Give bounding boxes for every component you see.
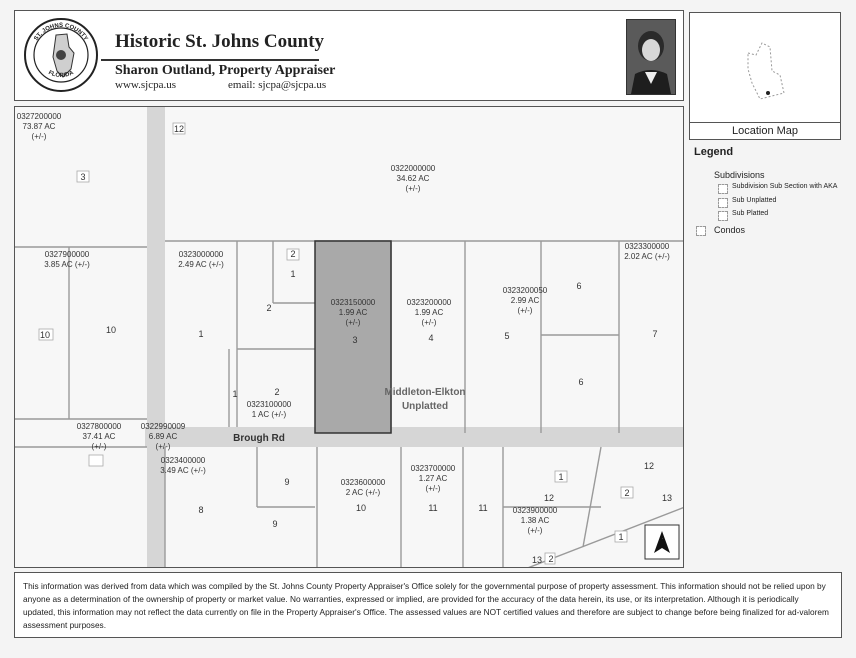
parcel-label: 1.27 AC bbox=[418, 474, 448, 483]
parcel-label: 2.02 AC (+/-) bbox=[624, 252, 670, 261]
parcel-label: (+/-) bbox=[345, 318, 361, 327]
parcel-label: 6.89 AC bbox=[148, 432, 178, 441]
disclaimer-text: This information was derived from data which was compiled by the St. Johns County Property Appraiser's Office solely for the governmental purpose of property assessment. This information should not be relied upon by anyone as a determination of the ownership of property or market value. No warranties, expressed or implied, are provided for the accuracy of the data herein, its use, or its interpretation. Although it is periodically updated, this information may not reflect the data currently on file in the Property Appraiser's Office. The assessed values are NOT certified values and therefore are subject to change before being finalized for ad-valorem assessment purposes. bbox=[23, 581, 829, 630]
header-title: Historic St. Johns County bbox=[115, 31, 325, 52]
lot-number: 13 bbox=[531, 555, 543, 565]
legend-item-condos: Condos bbox=[714, 225, 746, 235]
parcel-label: 2.99 AC bbox=[510, 296, 540, 305]
parcel-map-canvas[interactable] bbox=[15, 107, 684, 568]
parcel-label: 0323000000 bbox=[178, 250, 224, 259]
legend-swatch-platted bbox=[718, 211, 728, 221]
parcel-label: 0323600000 bbox=[340, 478, 386, 487]
parcel-label: 0323300000 bbox=[624, 242, 670, 251]
lot-number: 9 bbox=[284, 477, 290, 487]
appraiser-photo bbox=[626, 19, 676, 95]
parcel-label: (+/-) bbox=[91, 442, 107, 451]
lot-number: 5 bbox=[504, 331, 510, 341]
parcel-label: 0322990009 bbox=[140, 422, 186, 431]
lot-number: 2 bbox=[274, 387, 280, 397]
header-divider bbox=[101, 59, 319, 61]
parcel-label: 3.49 AC (+/-) bbox=[160, 466, 206, 475]
location-map-graphic bbox=[690, 13, 840, 113]
legend-swatch-unplatted bbox=[718, 198, 728, 208]
parcel-label: 0322000000 bbox=[390, 164, 436, 173]
lot-number: 1 bbox=[558, 472, 564, 482]
seal-bottom-text: FLORIDA bbox=[47, 70, 75, 80]
legend-item-unplatted: Sub Unplatted bbox=[732, 197, 777, 204]
legend-title: Legend bbox=[694, 146, 734, 158]
lot-number: 3 bbox=[352, 335, 358, 345]
subdivision-type: Unplatted bbox=[401, 401, 449, 412]
website-link[interactable]: www.sjcpa.us bbox=[115, 79, 176, 91]
lot-number: 12 bbox=[543, 493, 555, 503]
lot-number: 2 bbox=[266, 303, 272, 313]
subdivision-name: Middleton-Elkton bbox=[384, 387, 466, 398]
lot-number: 4 bbox=[428, 333, 434, 343]
lot-number: 2 bbox=[290, 249, 296, 259]
lot-number: 1 bbox=[290, 269, 296, 279]
parcel-label: 2 AC (+/-) bbox=[345, 488, 381, 497]
lot-number: 10 bbox=[39, 330, 51, 340]
parcel-map[interactable] bbox=[14, 106, 684, 568]
parcel-label: 34.62 AC bbox=[396, 174, 430, 183]
parcel-label: 1.99 AC bbox=[414, 308, 444, 317]
legend-panel bbox=[694, 146, 844, 566]
parcel-label: 0323150000 bbox=[330, 298, 376, 307]
parcel-label: 1.38 AC bbox=[520, 516, 550, 525]
parcel-label: 0323200050 bbox=[502, 286, 548, 295]
parcel-label: 37.41 AC bbox=[82, 432, 116, 441]
parcel-label: 1.99 AC bbox=[338, 308, 368, 317]
lot-number: 6 bbox=[578, 377, 584, 387]
lot-number: 7 bbox=[652, 329, 658, 339]
lot-number: 1 bbox=[198, 329, 204, 339]
parcel-label: (+/-) bbox=[155, 442, 171, 451]
lot-number: 2 bbox=[624, 488, 630, 498]
lot-number: 3 bbox=[80, 172, 86, 182]
parcel-label: (+/-) bbox=[517, 306, 533, 315]
parcel-label: 1 AC (+/-) bbox=[251, 410, 287, 419]
parcel-label: (+/-) bbox=[31, 132, 47, 141]
parcel-label: 0323200000 bbox=[406, 298, 452, 307]
lot-number: 12 bbox=[173, 124, 185, 134]
header-panel bbox=[14, 10, 684, 101]
north-arrow-icon bbox=[645, 525, 679, 559]
location-map-title: Location Map bbox=[690, 122, 840, 137]
parcel-label: 73.87 AC bbox=[22, 122, 56, 131]
parcel-label: 0323700000 bbox=[410, 464, 456, 473]
lot-number: 1 bbox=[618, 532, 624, 542]
location-map-panel bbox=[689, 12, 841, 140]
parcel-label: (+/-) bbox=[421, 318, 437, 327]
north-label: N bbox=[662, 539, 663, 540]
parcel-label: 0327900000 bbox=[44, 250, 90, 259]
parcel-label: (+/-) bbox=[405, 184, 421, 193]
legend-item-aka: Subdivision Sub Section with AKA bbox=[732, 183, 838, 190]
legend-item-platted: Sub Platted bbox=[732, 210, 769, 217]
parcel-label: 0323400000 bbox=[160, 456, 206, 465]
lot-number: 10 bbox=[105, 325, 117, 335]
lot-number: 11 bbox=[428, 503, 438, 513]
parcel-label: 0327200000 bbox=[16, 112, 62, 121]
legend-group-label: Subdivisions bbox=[714, 170, 765, 180]
seal-top-text: ST. JOHNS COUNTY bbox=[33, 23, 89, 42]
parcel-label: 0327800000 bbox=[76, 422, 122, 431]
lot-number: 8 bbox=[198, 505, 204, 515]
legend-swatch-condos bbox=[696, 226, 706, 236]
parcel-label: (+/-) bbox=[425, 484, 441, 493]
lot-number: 13 bbox=[661, 493, 673, 503]
legend-swatch-aka bbox=[718, 184, 728, 194]
lot-number: 9 bbox=[272, 519, 278, 529]
lot-number: 2 bbox=[548, 554, 554, 564]
parcel-label: 3.85 AC (+/-) bbox=[44, 260, 90, 269]
road-label-brough: Brough Rd bbox=[233, 433, 285, 444]
parcel-label: 0323900000 bbox=[512, 506, 558, 515]
lot-number: 6 bbox=[576, 281, 582, 291]
parcel-label: 0323100000 bbox=[246, 400, 292, 409]
lot-number: 11 bbox=[478, 503, 488, 513]
county-seal-logo bbox=[23, 17, 99, 93]
parcel-label: 2.49 AC (+/-) bbox=[178, 260, 224, 269]
lot-number: 10 bbox=[355, 503, 367, 513]
lot-number: 1 bbox=[232, 389, 238, 399]
parcel-label: (+/-) bbox=[527, 526, 543, 535]
lot-number: 12 bbox=[643, 461, 655, 471]
email-link[interactable]: email: sjcpa@sjcpa.us bbox=[228, 79, 327, 91]
header-subtitle: Sharon Outland, Property Appraiser bbox=[115, 63, 336, 78]
disclaimer-panel bbox=[14, 572, 842, 638]
